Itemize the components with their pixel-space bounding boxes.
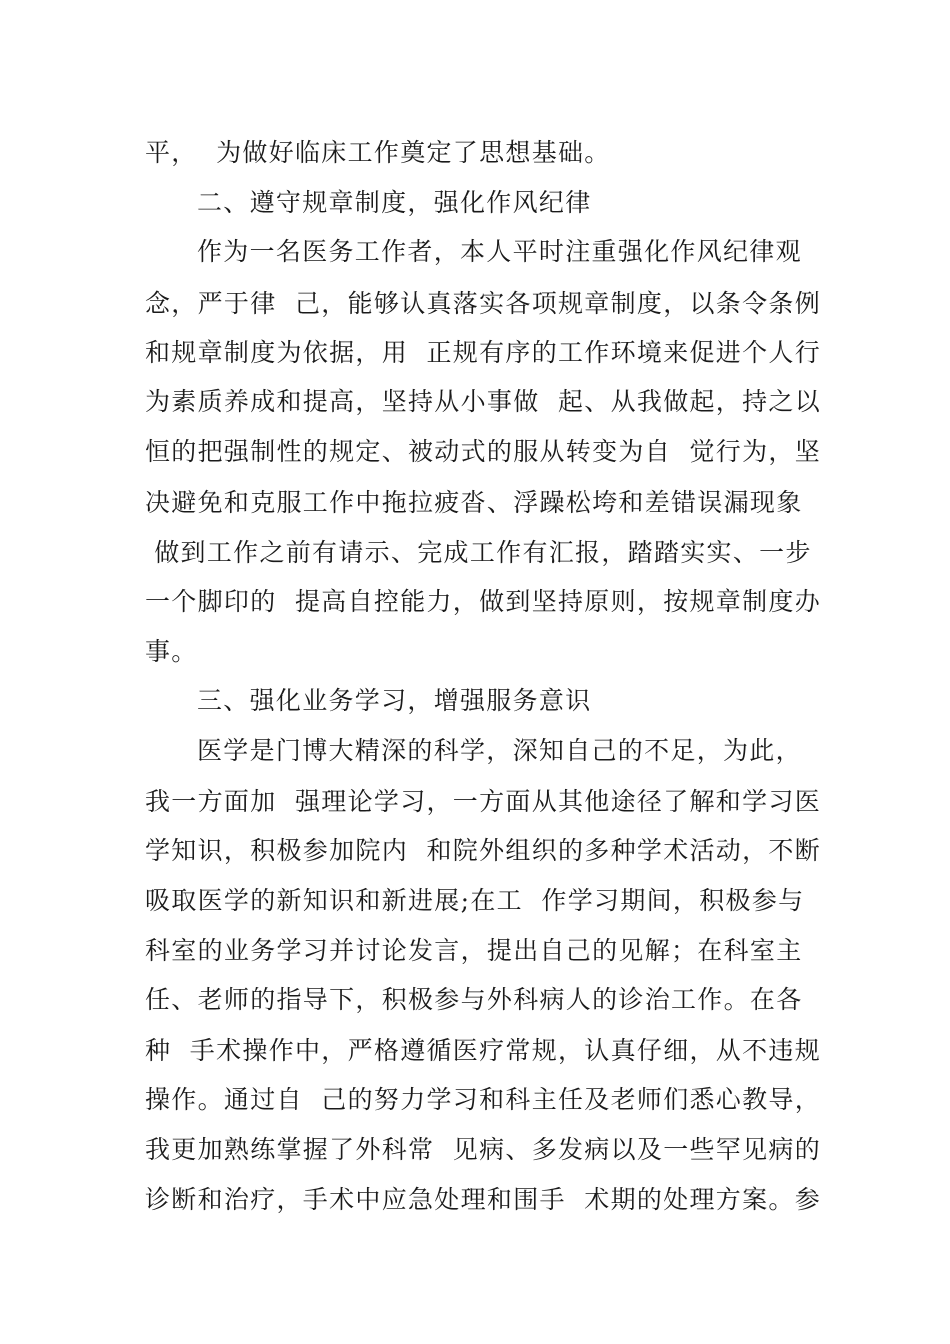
paragraph-line: 我一方面加 强理论学习，一方面从其他途径了解和学习医 xyxy=(145,787,821,816)
paragraph-line: 做到工作之前有请示、完成工作有汇报，踏踏实实、一步 xyxy=(145,538,812,567)
paragraph-line: 吸取医学的新知识和新进展;在工 作学习期间，积极参与 xyxy=(145,886,805,915)
paragraph-line: 和规章制度为依据，用 正规有序的工作环境来促进个人行 xyxy=(145,338,821,367)
paragraph-line: 作为一名医务工作者，本人平时注重强化作风纪律观 xyxy=(197,237,802,266)
paragraph-line: 种 手术操作中，严格遵循医疗常规，认真仔细，从不违规 xyxy=(145,1036,821,1065)
paragraph-line: 念，严于律 己，能够认真落实各项规章制度，以条令条例 xyxy=(145,289,821,318)
paragraph-line: 决避免和克服工作中拖拉疲沓、浮躁松垮和差错误漏现象 xyxy=(145,488,803,517)
paragraph-line: 恒的把强制性的规定、被动式的服从转变为自 觉行为，坚 xyxy=(145,437,821,466)
paragraph-line: 操作。通过自 己的努力学习和科主任及老师们悉心教导， xyxy=(145,1085,821,1114)
paragraph-line: 事。 xyxy=(145,637,198,666)
paragraph-line: 学知识，积极参加院内 和院外组织的多种学术活动，不断 xyxy=(145,836,821,865)
paragraph-line: 任、老师的指导下，积极参与外科病人的诊治工作。在各 xyxy=(145,985,803,1014)
section-heading: 三、强化业务学习，增强服务意识 xyxy=(197,686,592,715)
paragraph-line: 医学是门博大精深的科学，深知自己的不足，为此， xyxy=(197,736,802,765)
paragraph-line: 我更加熟练掌握了外科常 见病、多发病以及一些罕见病的 xyxy=(145,1135,821,1164)
paragraph-line: 科室的业务学习并讨论发言，提出自己的见解；在科室主 xyxy=(145,936,803,965)
section-heading: 二、遵守规章制度，强化作风纪律 xyxy=(197,188,592,217)
paragraph-line: 一个脚印的 提高自控能力，做到坚持原则，按规章制度办 xyxy=(145,587,821,616)
paragraph-line: 为素质养成和提高，坚持从小事做 起、从我做起，持之以 xyxy=(145,387,821,416)
paragraph-line: 诊断和治疗，手术中应急处理和围手 术期的处理方案。参 xyxy=(145,1185,821,1214)
paragraph-line: 平， 为做好临床工作奠定了思想基础。 xyxy=(145,138,611,167)
